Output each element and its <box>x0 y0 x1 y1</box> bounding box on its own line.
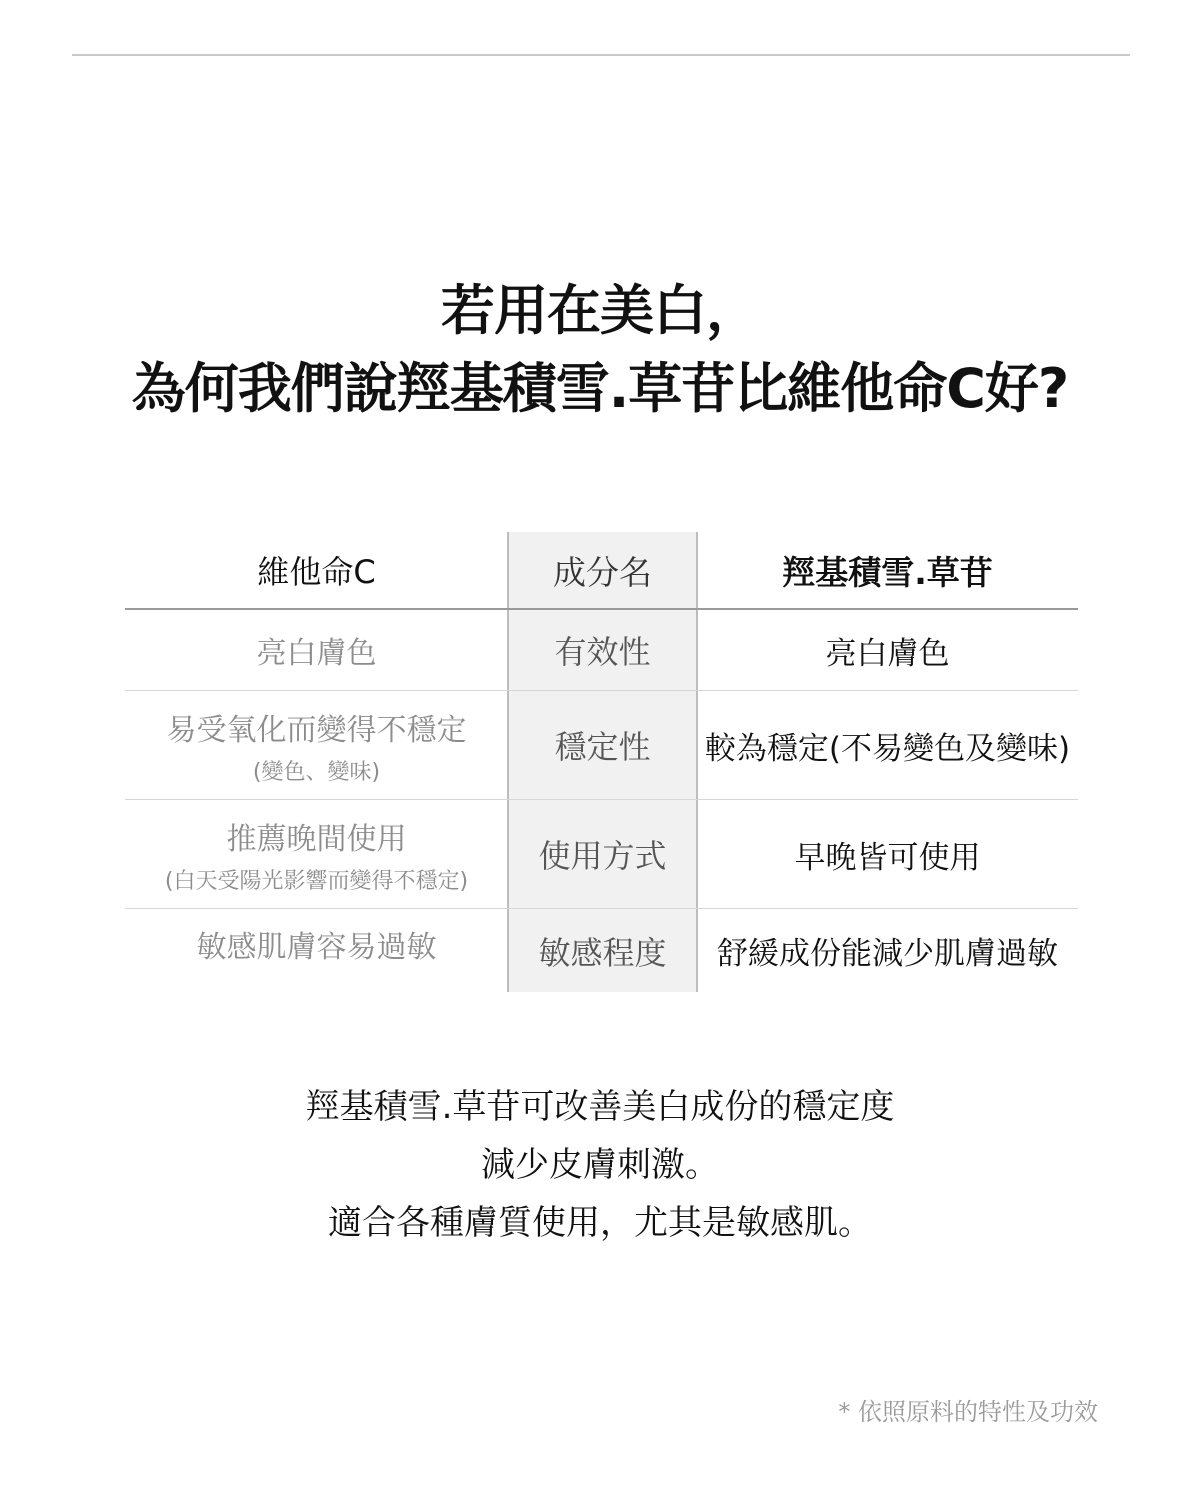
table-row-1-left <box>125 610 508 690</box>
summary-text <box>0 1078 1200 1252</box>
summary-line-1: 羥基積雪.草苷可改善美白成份的穩定度 <box>305 1087 895 1127</box>
title-line-2: 為何我們說羥基積雪.草苷比維他命C好? <box>131 357 1069 420</box>
table-row-3-left <box>125 800 508 908</box>
table-row-1-right: 亮白膚色 <box>825 635 950 672</box>
table-row-4-right: 舒緩成份能減少肌膚過敏 <box>717 936 1058 972</box>
header-ingredient: 成分名 <box>553 552 652 592</box>
table-row-4-left <box>125 909 508 979</box>
row-2-left-note: (變色、變味) <box>252 759 381 785</box>
row-2-left-text: 易受氧化而變得不穩定 <box>166 712 467 748</box>
header-hydroxy-centella: 羥基積雪.草苷 <box>782 552 993 592</box>
table-row-2-left <box>125 691 508 799</box>
summary-line-3: 適合各種膚質使用，尤其是敏感肌。 <box>328 1203 872 1243</box>
table-row-1-middle: 有效性 <box>554 633 651 671</box>
table-row-3-middle: 使用方式 <box>538 837 667 875</box>
page-title <box>0 272 1200 428</box>
table-row-2-middle: 穩定性 <box>554 728 651 766</box>
table-row-3-right: 早晚皆可使用 <box>794 839 981 876</box>
row-4-left-text: 敏感肌膚容易過敏 <box>196 930 437 965</box>
row-3-left-note: (白天受陽光影響而變得不穩定) <box>164 868 469 894</box>
comparison-table <box>125 532 1078 992</box>
table-row-4-middle: 敏感程度 <box>538 933 667 972</box>
summary-line-2: 減少皮膚刺激。 <box>481 1145 719 1185</box>
table-row-2-right: 較為穩定(不易變色及變味) <box>704 730 1071 767</box>
top-divider <box>72 54 1130 56</box>
row-3-left-text: 推薦晚間使用 <box>226 821 407 857</box>
header-vitamin-c: 維他命C <box>257 553 376 591</box>
row-1-left-text: 亮白膚色 <box>256 636 377 671</box>
footnote: * 依照原料的特性及功效 <box>838 1398 1098 1426</box>
title-line-1: 若用在美白， <box>441 279 759 342</box>
